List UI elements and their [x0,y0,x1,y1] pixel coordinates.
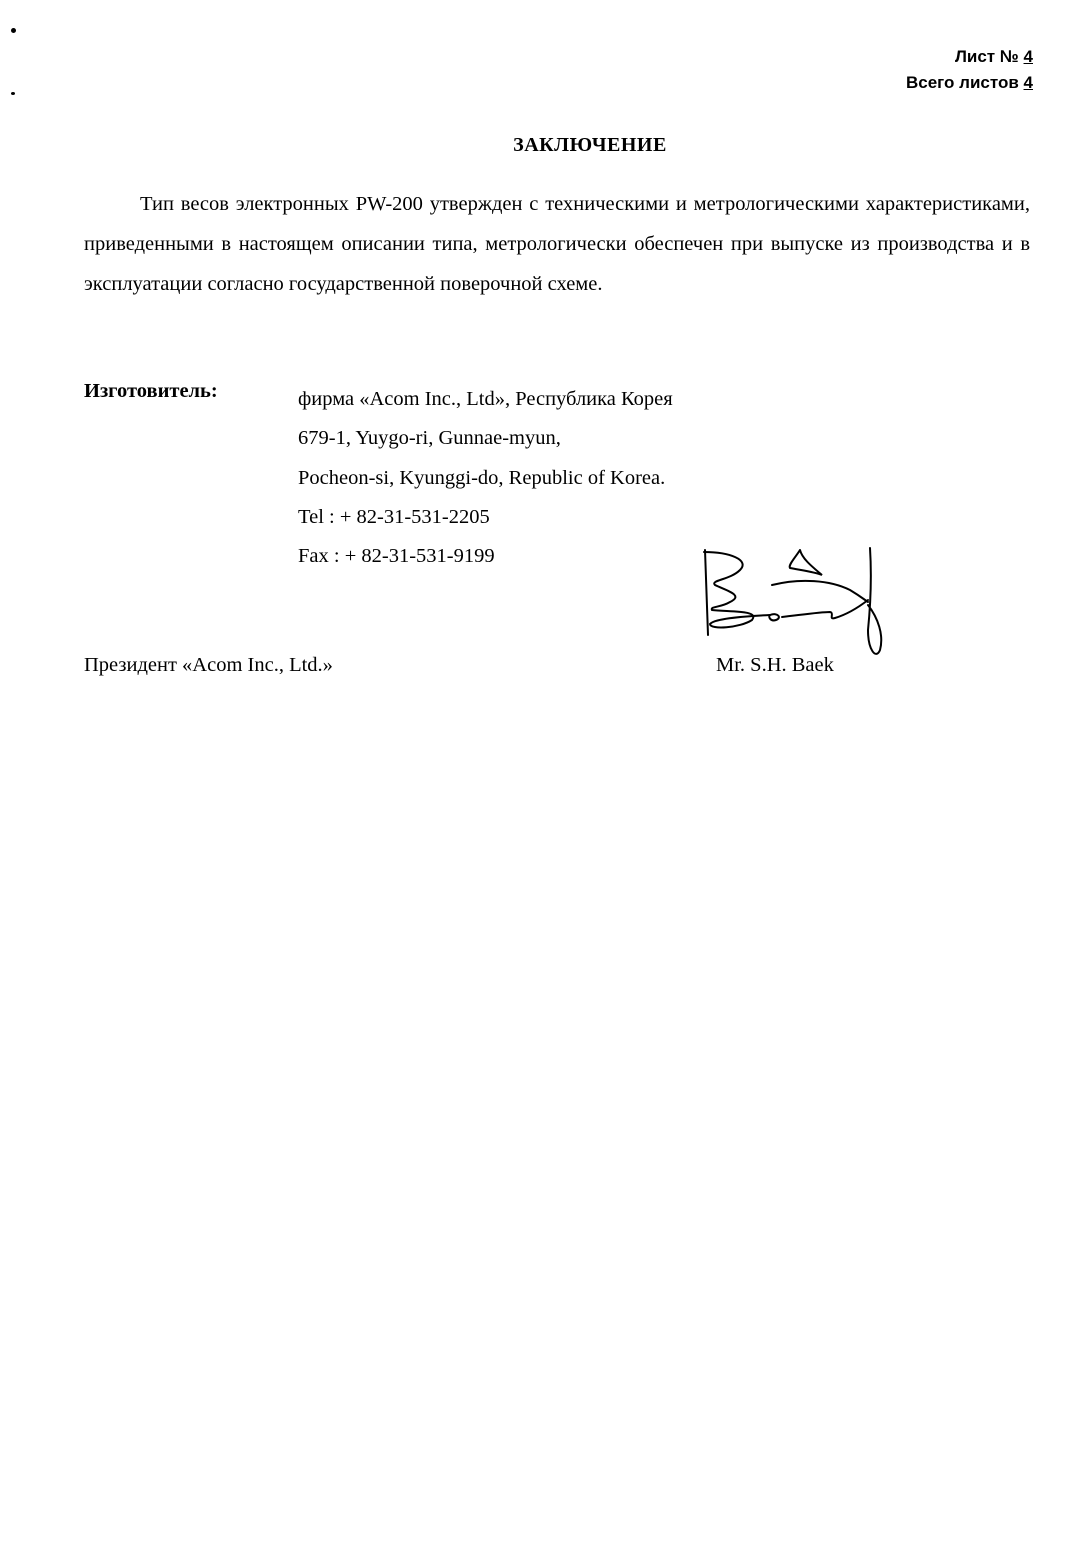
signatory-name: Mr. S.H. Baek [716,654,834,676]
total-label: Всего листов [906,73,1019,92]
total-number-value: 4 [1023,73,1033,92]
total-sheets [906,70,1033,96]
phone-line: Tel : + 82-31-531-2205 [298,505,490,528]
sheet-label: Лист № [954,47,1019,66]
address-line: фирма «Acom Inc., Ltd», Республика Корея [298,388,673,410]
conclusion-paragraph [84,184,1030,304]
address-line: Pocheon-si, Kyunggi-do, Republic of Korea. [298,466,666,489]
sheet-number [955,44,1033,70]
scan-artifact [11,92,15,95]
conclusion-text: Тип весов электронных PW-200 утвержден с техническими и метрологическими характеристиками, приведенными в настоящем описании типа, метрологически обеспечен при выпуске из производства и в эксплуатации согласно государственной поверочной схеме. [84,193,1030,295]
manufacturer-address [298,380,673,576]
fax-line: Fax : + 82-31-531-9199 [298,545,495,568]
handwritten-signature [690,540,900,670]
document-title: ЗАКЛЮЧЕНИЕ [513,134,667,156]
manufacturer-label: Изготовитель: [84,380,218,402]
sheet-number-value: 4 [1023,47,1033,66]
address-line: 679-1, Yuygo-ri, Gunnae-myun, [298,427,561,450]
scan-artifact [11,28,16,33]
signatory-position: Президент «Acom Inc., Ltd.» [84,654,333,676]
